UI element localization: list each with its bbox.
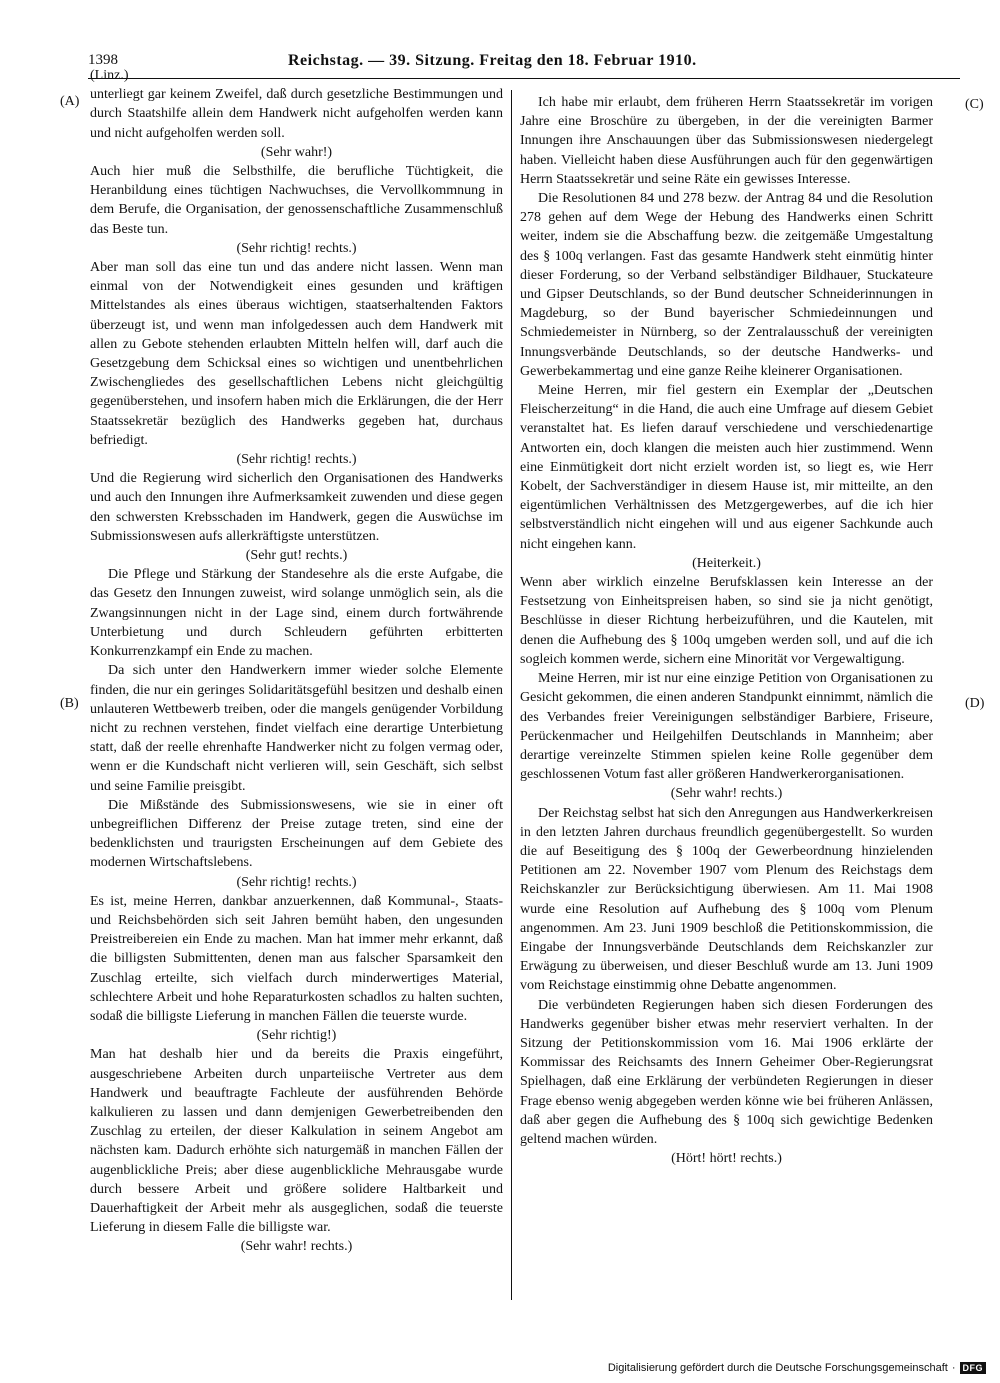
- paragraph: Wenn aber wirklich einzelne Berufsklassen kein Interesse an der Festsetzung von Einheitspreisen haben, so sind sie ja nicht genötigt, Beschlüsse in dieser Richtung herbeizuführen, und die Kautelen, mit denen die Aufhebung des § 100q umgeben werden soll, und auf die ich sogleich kommen werde, sichern eine Minorität vor Vergewaltigung.: [520, 575, 933, 667]
- page-number: 1398: [88, 52, 118, 68]
- margin-marker-d: (D): [965, 696, 985, 711]
- paragraph: Aber man soll das eine tun und das andere nicht lassen. Wenn man einmal von der Notwendigkeit eines gesunden und kräftigen Mittelstandes als eines überaus wichtigen, staatserhaltenden Faktors überzeugt ist, und wenn man infolgedessen auch dem Handwerk mit allen zu Gebote stehenden erlaubten Mitteln helfen will, darf auch die Gesetzgebung dem Schicksal eines so wichtigen und unentbehrlichen Zwischengliedes des gesellschaftlichen Lebens nicht gleichgültig gegenüberstehen, und insofern haben mich die Erklärungen, die der Herr Staatssekretär bezüglich des Handwerks gegeben hat, durchaus befriedigt.: [90, 260, 503, 448]
- margin-marker-a: (A): [60, 94, 80, 109]
- column-divider: [511, 90, 512, 1300]
- page-title: Reichstag. — 39. Sitzung. Freitag den 18. Februar 1910.: [288, 52, 697, 69]
- paragraph: (Linz.): [90, 68, 129, 83]
- footer: Digitalisierung gefördert durch die Deutsche Forschungsgemeinschaft · DFG: [608, 1362, 986, 1374]
- interjection: (Sehr gut! rechts.): [245, 548, 348, 564]
- paragraph: Die Mißstände des Submissionswesens, wie sie in einer oft unbegreiflichen Differenz der Preise zutage treten, sind eine der bedenklichsten und traurigsten Erscheinungen auf dem Gebiete des modernen Wirtschaftslebens.: [90, 797, 503, 871]
- interjection: (Hört! hört! rechts.): [671, 1151, 782, 1167]
- margin-marker-c: (C): [965, 97, 984, 112]
- interjection: (Sehr richtig! rechts.): [236, 874, 357, 890]
- paragraph: Und die Regierung wird sicherlich den Organisationen des Handwerks und auch den Innungen ihre Aufmerksamkeit zuwenden und diese gegen den schwersten Krebsschaden im Handwerk, gegen die Auswüchse im Submissionswesen aufs allerkräftigste unterstützen.: [90, 471, 503, 544]
- paragraph: Es ist, meine Herren, dankbar anzuerkennen, daß Kommunal-, Staats- und Reichsbehörden sich seit Jahren bemüht haben, den ungesunden Preistreibereien ein Ende zu machen. Man hat immer mehr erkannt, daß die billigsten Submittenten, denen man aus falscher Sparsamkeit den Zuschlag erteilte, sich vielfach durch minderwertiges Material, schlechtere Arbeit und hohe Reparaturkosten schadlos zu halten suchten, sodaß die billigste Lieferung in manchen Fällen die teuerste wurde.: [90, 893, 503, 1024]
- paragraph: Die verbündeten Regierungen haben sich diesen Forderungen des Handwerks gegenüber bisher etwas mehr reserviert verhalten. In der Sitzung der Petitionskommission vom 16. Mai 1906 erklärte der Kommissar des Reichsamts des Innern Geheimer Ober-Regierungsrat Spielhagen, daß eine Erklärung der verbündeten Regierungen in dieser Frage ebenso wenig abgegeben werden könne wie bei früheren Anlässen, daß aber gegen die Aufhebung des § 100q sich gewichtige Bedenken geltend machen würden.: [520, 997, 933, 1147]
- interjection: (Sehr wahr! rechts.): [240, 1239, 353, 1255]
- interjection: (Sehr wahr! rechts.): [670, 786, 783, 802]
- footer-credit: Digitalisierung gefördert durch die Deutsche Forschungsgemeinschaft: [607, 1362, 948, 1374]
- paragraph: Der Reichstag selbst hat sich den Anregungen aus Handwerkerkreisen in den letzten Jahren durchaus freundlich gegenübergestellt. So wurden die auf Beseitigung des § 100q der Gewerbeordnung hinzielenden Petitionen am 22. November 1907 vom Plenum des Reichstags dem Reichskanzler zur Berücksichtigung überwiesen. Am 11. Mai 1908 wurde eine Resolution auf Aufhebung des § 100q vom Plenum angenommen. Am 23. Juni 1909 beschloß die Petitionskommission, die Eingabe der Innungsverbände Deutschlands dem Reichskanzler zur Erwägung zu überweisen, und dieser Beschluß wurde am 13. Juni 1909 vom Reichstage einstimmig ohne Debatte angenommen.: [520, 805, 933, 994]
- left-column: [90, 66, 503, 1257]
- margin-marker-b: (B): [60, 696, 79, 711]
- dfg-logo: DFG: [960, 1362, 987, 1374]
- interjection: (Sehr wahr!): [260, 144, 333, 160]
- paragraph: Auch hier muß die Selbsthilfe, die berufliche Tüchtigkeit, die Heranbildung eines tüchtigen Nachwuchses, die Vervollkommnung in dem Berufe, die Organisation, der genossenschaftliche Zusammenschluß das Beste tun.: [90, 164, 503, 237]
- interjection: (Sehr richtig!): [256, 1028, 337, 1044]
- paragraph: Ich habe mir erlaubt, dem früheren Herrn Staatssekretär im vorigen Jahre eine Broschüre zu übergeben, in der die vereinigten Barmer Innungen ihre Anschauungen über das Submissionswesen niedergelegt haben. Vielleicht haben diese Ausführungen auch für den gegenwärtigen Herrn Staatssekretär und seine Räte ein gewisses Interesse.: [520, 95, 933, 187]
- paragraph: Die Pflege und Stärkung der Standesehre als die erste Aufgabe, die das Gesetz den Innungen zuweist, wird solange unmöglich sein, als die Zwangsinnungen nicht in der Lage sind, einem durch fortwährende Unterbietung und durch Schleudern geführten erbitterten Konkurrenzkampf ein Ende zu machen.: [90, 567, 503, 660]
- paragraph: Da sich unter den Handwerkern immer wieder solche Elemente finden, die nur ein geringes Solidaritätsgefühl besitzen und deshalb einen unlauteren Wettbewerb treiben, oder die mangels genügender Vorbildung nicht zu rechnen verstehen, findet vielfach eine derartige Unterbietung statt, daß der reelle ehrenhafte Handwerker nicht zu folgen vermag oder, wenn er die Kundschaft nicht verlieren will, sein Geschäft, sich selbst und seine Familie preisgibt.: [90, 663, 503, 794]
- paragraph: Meine Herren, mir fiel gestern ein Exemplar der „Deutschen Fleischerzeitung“ in die Hand, die auch eine Umfrage auf diesem Gebiet veranstaltet hat. Es liefen darauf verschiedene und verschiedenartige Antworten ein, doch klangen die meisten auch hier zustimmend. Wenn eine Einmütigkeit dort nicht erzielt worden ist, so liegt es, wie Herr Kobelt, der Sachverständiger in diesem Hause ist, mir mitteilte, an den eigentümlichen Verhältnissen des Metzgergewerbes, auf die ich hier selbstverständlich nicht eingehen will und aus eigener Sachkunde auch nicht eingehen kann.: [520, 383, 933, 552]
- interjection: (Sehr richtig! rechts.): [236, 240, 357, 256]
- interjection: (Sehr richtig! rechts.): [236, 452, 357, 468]
- paragraph: Die Resolutionen 84 und 278 bezw. der Antrag 84 und die Resolution 278 gehen auf dem Wege der Hebung des Handwerks einen Schritt weiter, indem sie die Abschaffung bezw. die zeitgemäße Umgestaltung des § 100q verlangen. Fast das gesamte Handwerk steht einmütig hinter dieser Forderung, so der Verband selbständiger Bildhauer, Stuckateure und Gipser Deutschlands, so der Bund deutscher Schneiderinnungen in Magdeburg, so der Bund bayerischer Schmiedeinnungen und Schmiedemeister in Nürnberg, so der Zentralausschuß der vereinigten Innungsverbände Deutschlands, so der deutsche Handwerks- und Gewerbekammertag und eine ganze Reihe kleinerer Organisationen.: [520, 191, 933, 379]
- right-column: [520, 93, 933, 1168]
- paragraph: Meine Herren, mir ist nur eine einzige Petition von Organisationen zu Gesicht gekommen, die einen anderen Standpunkt einnimmt, nämlich die des Verbandes freier Vereinigungen selbständiger Barbiere, Friseure, Perückenmacher und Heilgehilfen Deutschlands in Mannheim; aber derartige vereinzelte Stimmen spielen keine Rolle gegenüber dem geschlossenen Votum fast aller größeren Handwerkerorganisationen.: [520, 671, 933, 783]
- interjection: (Heiterkeit.): [692, 555, 761, 571]
- paragraph: unterliegt gar keinem Zweifel, daß durch gesetzliche Bestimmungen und durch Staatshilfe allein dem Handwerk nicht aufgeholfen werden kann und nicht aufgeholfen werden soll.: [90, 87, 503, 141]
- paragraph: Man hat deshalb hier und da bereits die Praxis eingeführt, ausgeschriebene Arbeiten durch unparteiische Vertreter aus dem Handwerk und beauftragte Fachleute der ausführenden Behörde kalkulieren zu lassen und dann demjenigen Gewerbetreibenden den Zuschlag zu erteilen, der dieser Kalkulation in seinem Angebot am nächsten kam. Dadurch erhöhte sich naturgemäß in manchen Fällen der augenblickliche Preis; aber diese augenblickliche Mehrausgabe wurde durch bessere Arbeit und größere solidere Haltbarkeit und Dauerhaftigkeit der Arbeit mehr als ausgeglichen, sodaß die teuerste Lieferung in diesem Falle die billigste war.: [90, 1047, 503, 1236]
